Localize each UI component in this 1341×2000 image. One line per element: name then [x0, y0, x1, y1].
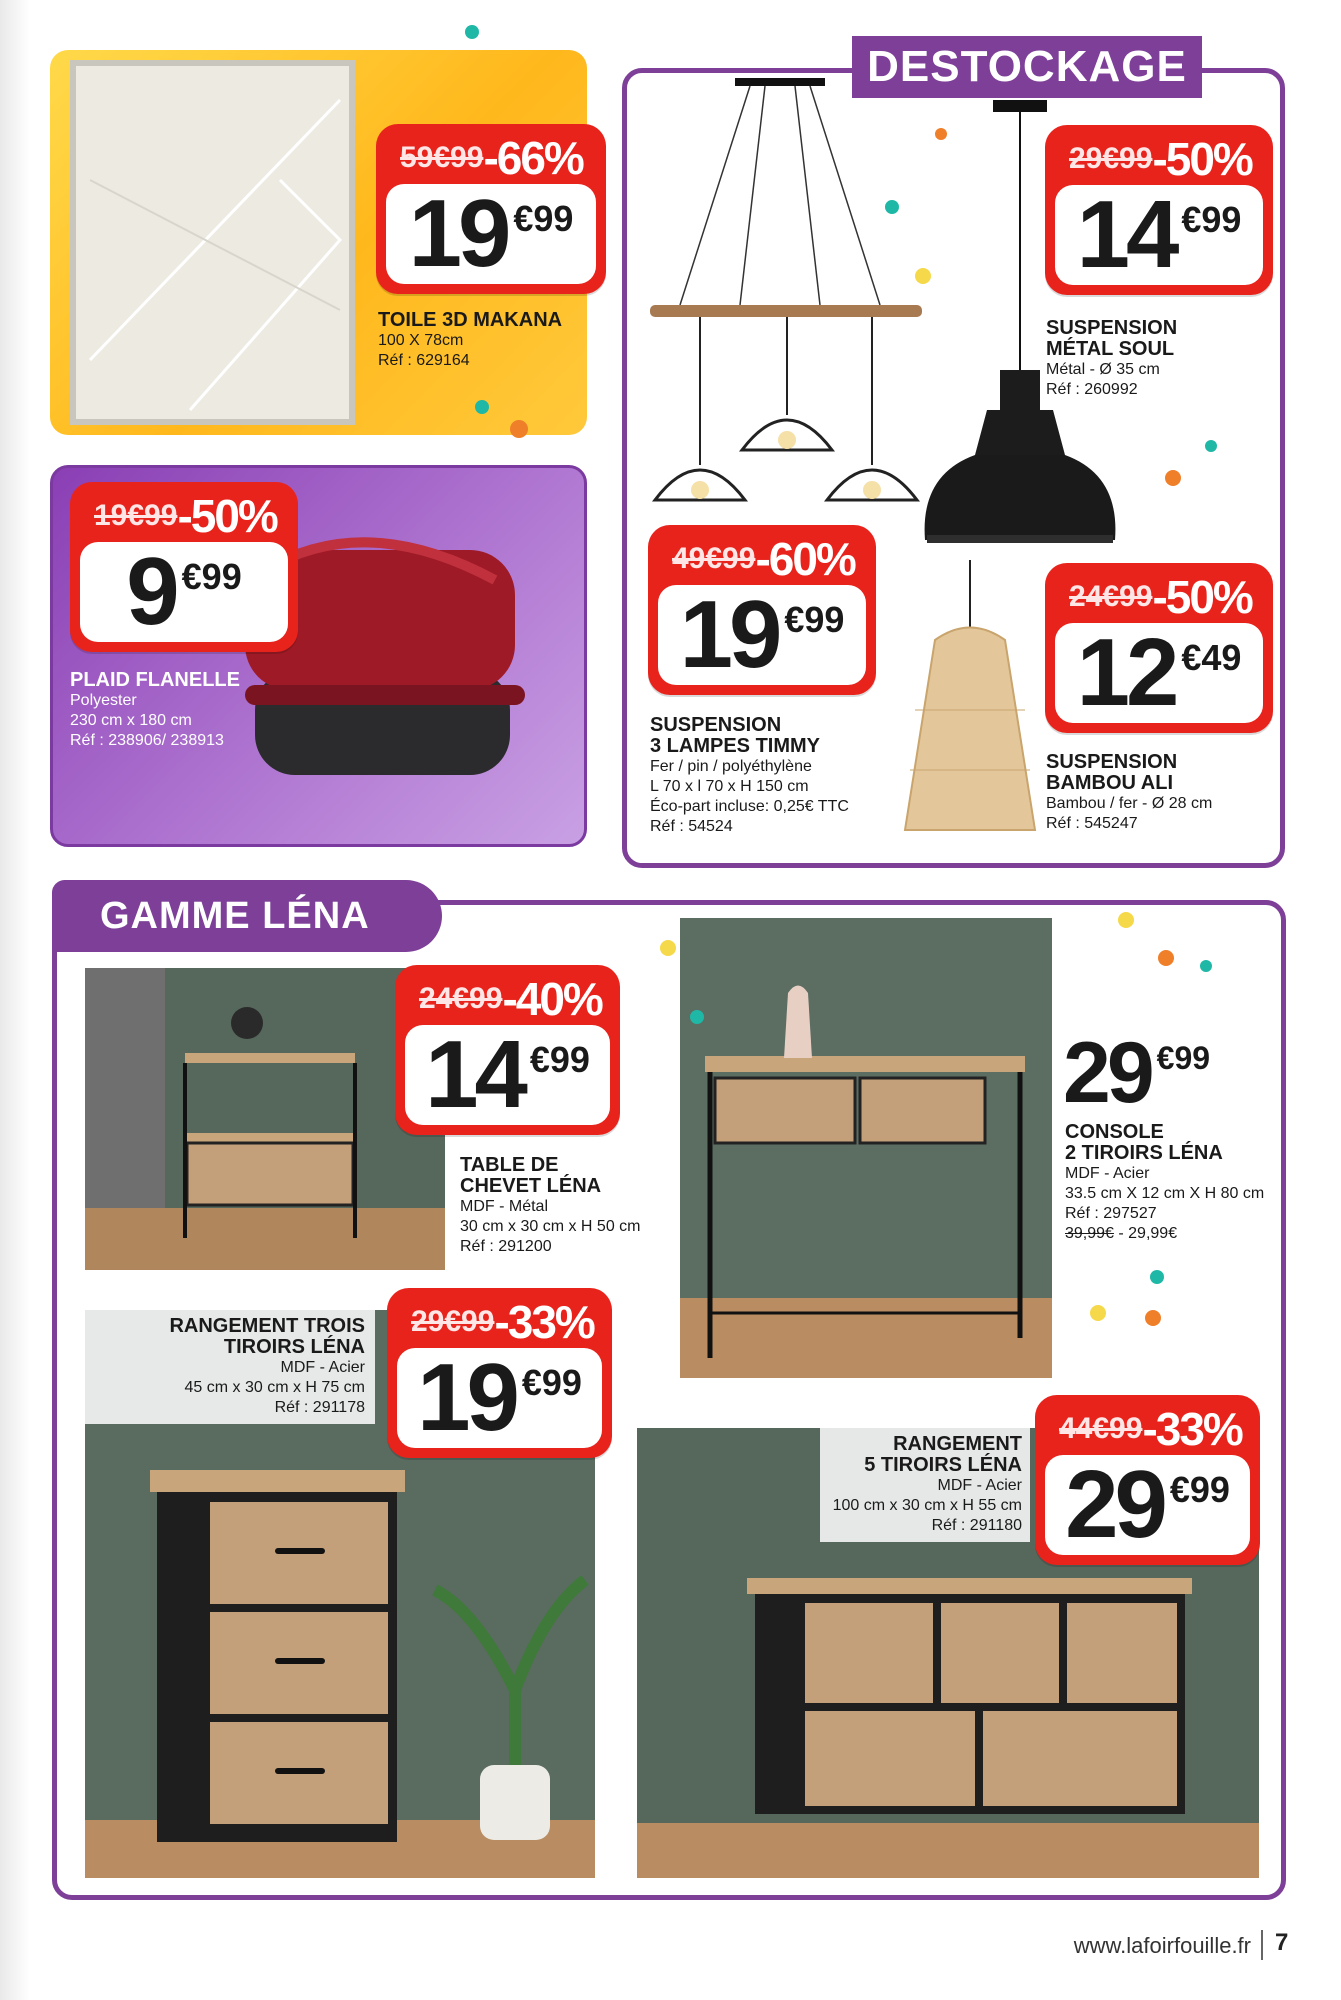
- chevet-info: [460, 1155, 680, 1257]
- product-dims: 100 cm x 30 cm x H 55 cm: [832, 1497, 1022, 1514]
- confetti-dot: [1200, 960, 1212, 972]
- confetti-dot: [915, 268, 931, 284]
- toile-price-badge: [376, 124, 606, 294]
- price-decimal: €99: [1169, 1469, 1230, 1510]
- confetti-dot: [1165, 470, 1181, 486]
- product-ref: Réf : 629164: [378, 352, 470, 369]
- product-material: Métal - Ø 35 cm: [1046, 361, 1160, 378]
- product-name-line2: 2 TIROIRS LÉNA: [1065, 1142, 1223, 1164]
- old-price: 49€99: [672, 542, 756, 575]
- product-eco: Éco-part incluse: 0,25€ TTC: [650, 798, 849, 815]
- price-integer: 29: [1065, 1451, 1164, 1558]
- soul-price-badge: [1045, 125, 1273, 295]
- product-dims: 30 cm x 30 cm x H 50 cm: [460, 1218, 641, 1235]
- product-dims: 100 X 78cm: [378, 332, 464, 349]
- product-name-line2: TIROIRS LÉNA: [223, 1336, 365, 1358]
- product-ref: Réf : 238906/ 238913: [70, 732, 224, 749]
- old-price: 29€99: [1069, 142, 1153, 175]
- confetti-dot: [660, 940, 676, 956]
- price-integer: 9: [126, 538, 176, 645]
- product-dims: 45 cm x 30 cm x H 75 cm: [184, 1379, 365, 1396]
- discount: -40%: [502, 973, 602, 1025]
- confetti-dot: [1145, 1310, 1161, 1326]
- old-price: 24€99: [419, 982, 503, 1015]
- confetti-dot: [1118, 912, 1134, 928]
- old-price-note: [1065, 1224, 1275, 1244]
- old-price: 24€99: [1069, 580, 1153, 613]
- footer-divider: [1261, 1930, 1263, 1960]
- ali-lamp-image: [895, 560, 1045, 850]
- price-decimal: €49: [1181, 637, 1242, 678]
- product-material: MDF - Métal: [460, 1198, 548, 1215]
- price-integer: 19: [679, 581, 779, 688]
- price-integer: 19: [408, 180, 508, 287]
- product-material: Polyester: [70, 692, 137, 709]
- price-integer: 14: [1076, 181, 1176, 288]
- old-price: 19€99: [94, 499, 178, 532]
- product-name-line2: 5 TIROIRS LÉNA: [864, 1454, 1022, 1476]
- toile-canvas-image: [70, 60, 355, 425]
- discount: -50%: [177, 490, 277, 542]
- old-price: 59€99: [400, 141, 484, 174]
- product-ref: Réf : 291178: [274, 1399, 365, 1416]
- confetti-dot: [1205, 440, 1217, 452]
- price-decimal: €99: [1181, 199, 1242, 240]
- product-dims: 230 cm x 180 cm: [70, 712, 192, 729]
- price-decimal: €99: [1156, 1040, 1211, 1076]
- price-decimal: €99: [513, 198, 574, 239]
- product-name-line1: TABLE DE: [460, 1154, 559, 1176]
- timmy-lamp-image: [640, 70, 940, 520]
- old-price-strike: 39,99€: [1065, 1225, 1114, 1242]
- ali-info: [1046, 752, 1266, 834]
- timmy-info: [650, 715, 890, 837]
- product-name-line1: RANGEMENT TROIS: [169, 1315, 365, 1337]
- product-name: TOILE 3D MAKANA: [378, 309, 563, 331]
- product-material: Bambou / fer - Ø 28 cm: [1046, 795, 1213, 812]
- discount: -33%: [494, 1296, 594, 1348]
- old-price-rest: - 29,99€: [1113, 1225, 1178, 1242]
- confetti-dot: [935, 128, 947, 140]
- price-integer: 12: [1076, 619, 1176, 726]
- confetti-dot: [690, 1010, 704, 1024]
- ali-price-badge: [1045, 563, 1273, 733]
- price-integer: 29: [1063, 1025, 1151, 1121]
- soul-info: [1046, 318, 1266, 400]
- confetti-dot: [1158, 950, 1174, 966]
- chevet-price-badge: [395, 965, 620, 1135]
- price-integer: 14: [425, 1021, 524, 1128]
- product-dims: L 70 x l 70 x H 150 cm: [650, 778, 809, 795]
- product-material: MDF - Acier: [937, 1477, 1022, 1494]
- console-info: [1065, 1122, 1275, 1244]
- toile-info: [378, 310, 588, 371]
- cinq-price-badge: [1035, 1395, 1260, 1565]
- footer-url[interactable]: www.lafoirfouille.fr: [1073, 1933, 1251, 1958]
- price-decimal: €99: [181, 556, 242, 597]
- product-ref: Réf : 260992: [1046, 381, 1138, 398]
- plaid-price-badge: [70, 482, 298, 652]
- product-material: MDF - Acier: [1065, 1165, 1150, 1182]
- confetti-dot: [885, 200, 899, 214]
- product-name-line1: CONSOLE: [1065, 1121, 1164, 1143]
- confetti-dot: [475, 400, 489, 414]
- price-decimal: €99: [521, 1362, 582, 1403]
- product-name-line1: SUSPENSION: [650, 714, 782, 736]
- product-name-line2: CHEVET LÉNA: [460, 1175, 602, 1197]
- product-name-line2: BAMBOU ALI: [1046, 772, 1174, 794]
- product-name-line1: SUSPENSION: [1046, 317, 1178, 339]
- discount: -33%: [1142, 1403, 1242, 1455]
- chevet-photo: [85, 968, 445, 1270]
- confetti-dot: [1090, 1305, 1106, 1321]
- discount: -50%: [1152, 571, 1252, 623]
- product-name-line1: RANGEMENT: [893, 1433, 1022, 1455]
- timmy-price-badge: [648, 525, 876, 695]
- product-name-line1: SUSPENSION: [1046, 751, 1178, 773]
- product-name: PLAID FLANELLE: [70, 669, 240, 691]
- confetti-dot: [510, 420, 528, 438]
- product-material: Fer / pin / polyéthylène: [650, 758, 812, 775]
- old-price: 44€99: [1059, 1412, 1143, 1445]
- product-ref: Réf : 54524: [650, 818, 733, 835]
- price-integer: 19: [417, 1344, 516, 1451]
- page-number: 7: [1275, 1929, 1289, 1956]
- plaid-info: [70, 670, 290, 751]
- product-ref: Réf : 291200: [460, 1238, 552, 1255]
- product-material: MDF - Acier: [280, 1359, 365, 1376]
- discount: -50%: [1152, 133, 1252, 185]
- discount: -66%: [483, 132, 583, 184]
- discount: -60%: [755, 533, 855, 585]
- console-photo: [680, 918, 1052, 1378]
- trois-info: [85, 1310, 375, 1424]
- product-dims: 33.5 cm X 12 cm X H 80 cm: [1065, 1185, 1265, 1202]
- price-decimal: €99: [784, 599, 845, 640]
- confetti-dot: [1150, 1270, 1164, 1284]
- price-decimal: €99: [529, 1039, 590, 1080]
- console-price: [1063, 1025, 1211, 1121]
- product-ref: Réf : 291180: [931, 1517, 1022, 1534]
- destockage-title: DESTOCKAGE: [852, 36, 1202, 98]
- confetti-dot: [465, 25, 479, 39]
- old-price: 29€99: [411, 1305, 495, 1338]
- cinq-info: [820, 1428, 1030, 1542]
- product-ref: Réf : 297527: [1065, 1205, 1157, 1222]
- product-name-line2: MÉTAL SOUL: [1046, 338, 1175, 360]
- product-ref: Réf : 545247: [1046, 815, 1138, 832]
- product-name-line2: 3 LAMPES TIMMY: [650, 735, 821, 757]
- lena-title: GAMME LÉNA: [52, 880, 442, 952]
- trois-price-badge: [387, 1288, 612, 1458]
